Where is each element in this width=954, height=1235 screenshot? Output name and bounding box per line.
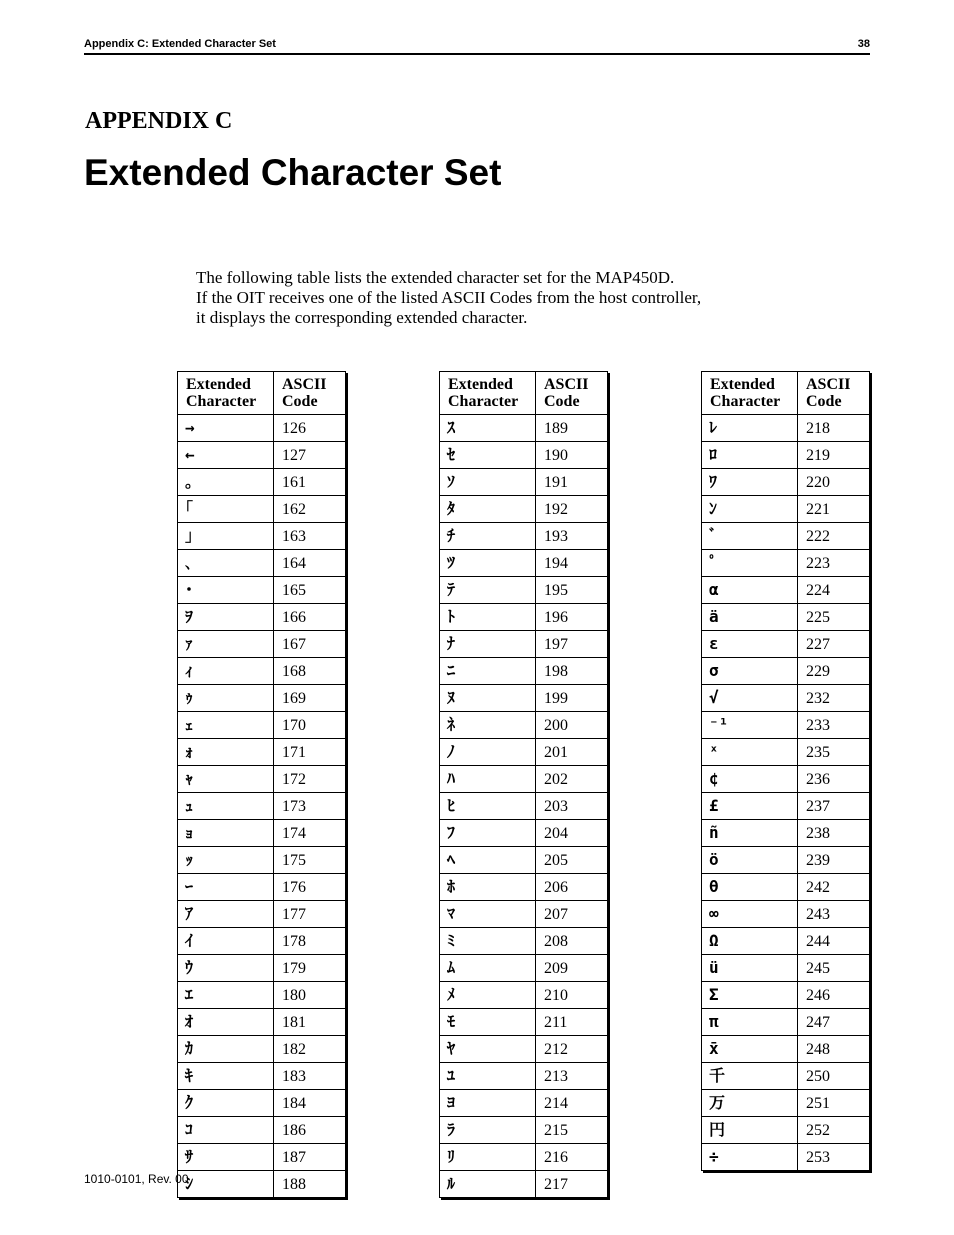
ascii-code-cell: 235: [798, 739, 870, 766]
extended-character-cell: ﾑ: [440, 955, 536, 982]
header-text: Character: [186, 393, 257, 410]
table-row: [440, 523, 608, 550]
ascii-code-cell: 161: [274, 469, 346, 496]
extended-character-cell: ﾕ: [440, 1063, 536, 1090]
ascii-code-cell: 229: [798, 658, 870, 685]
ascii-code-cell: 238: [798, 820, 870, 847]
extended-character-cell: ﾌ: [440, 820, 536, 847]
ascii-code-cell: 127: [274, 442, 346, 469]
ascii-code-cell: 216: [536, 1144, 608, 1171]
extended-character-cell: ｮ: [178, 820, 274, 847]
extended-character-cell: ｷ: [178, 1063, 274, 1090]
extended-character-cell: ö: [702, 847, 798, 874]
extended-character-cell: ﾄ: [440, 604, 536, 631]
table-row: [702, 955, 870, 982]
table-row: [440, 604, 608, 631]
table-row: [178, 685, 346, 712]
table-row: [178, 712, 346, 739]
extended-character-cell: ¢: [702, 766, 798, 793]
table-row: [702, 1036, 870, 1063]
table-row: [702, 442, 870, 469]
table-row: [702, 820, 870, 847]
table-row: [178, 982, 346, 1009]
table-row: [440, 1144, 608, 1171]
ascii-code-cell: 239: [798, 847, 870, 874]
ascii-code-cell: 243: [798, 901, 870, 928]
extended-character-cell: α: [702, 577, 798, 604]
extended-character-cell: Ω: [702, 928, 798, 955]
extended-character-cell: ｺ: [178, 1117, 274, 1144]
table-row: [440, 577, 608, 604]
footer-doc-number: 1010-0101, Rev. 00: [84, 1172, 189, 1186]
extended-character-cell: ﾜ: [702, 469, 798, 496]
ascii-code-cell: 190: [536, 442, 608, 469]
ascii-code-cell: 215: [536, 1117, 608, 1144]
table-row: [178, 469, 346, 496]
ascii-code-cell: 237: [798, 793, 870, 820]
extended-character-cell: ﾂ: [440, 550, 536, 577]
ascii-code-cell: 250: [798, 1063, 870, 1090]
ascii-code-cell: 196: [536, 604, 608, 631]
extended-character-cell: ﾍ: [440, 847, 536, 874]
table-row: [440, 847, 608, 874]
table-row: [178, 1171, 346, 1198]
extended-character-cell: ←: [178, 442, 274, 469]
character-table: [177, 371, 346, 1198]
header-text: Extended: [186, 376, 251, 393]
ascii-code-cell: 176: [274, 874, 346, 901]
table-row: [178, 1009, 346, 1036]
ascii-code-cell: 242: [798, 874, 870, 901]
ascii-code-cell: 219: [798, 442, 870, 469]
extended-character-cell: 円: [702, 1117, 798, 1144]
extended-character-cell: ﾊ: [440, 766, 536, 793]
ascii-code-cell: 165: [274, 577, 346, 604]
ascii-code-cell: 182: [274, 1036, 346, 1063]
ascii-code-cell: 210: [536, 982, 608, 1009]
ascii-code-cell: 188: [274, 1171, 346, 1198]
ascii-code-cell: 209: [536, 955, 608, 982]
ascii-code-cell: 236: [798, 766, 870, 793]
table-row: [440, 982, 608, 1009]
page-title: Extended Character Set: [84, 152, 502, 193]
appendix-label: APPENDIX C: [85, 108, 233, 134]
extended-character-cell: ﾟ: [702, 550, 798, 577]
extended-character-cell: ﾛ: [702, 442, 798, 469]
ascii-code-cell: 208: [536, 928, 608, 955]
ascii-code-cell: 204: [536, 820, 608, 847]
table-row: [178, 1144, 346, 1171]
ascii-code-cell: 253: [798, 1144, 870, 1171]
intro-paragraph: [196, 268, 701, 328]
ascii-code-cell: 252: [798, 1117, 870, 1144]
extended-character-cell: ﾙ: [440, 1171, 536, 1198]
table-row: [440, 1036, 608, 1063]
ascii-code-cell: 205: [536, 847, 608, 874]
extended-character-cell: ﾋ: [440, 793, 536, 820]
table-row: [440, 793, 608, 820]
header-text: Code: [282, 393, 318, 410]
extended-character-cell: ｰ: [178, 874, 274, 901]
extended-character-cell: ｽ: [440, 415, 536, 442]
table-row: [702, 874, 870, 901]
ascii-code-cell: 181: [274, 1009, 346, 1036]
header-text: Character: [710, 393, 781, 410]
ascii-code-cell: 202: [536, 766, 608, 793]
table-row: [702, 1063, 870, 1090]
table-row: [178, 577, 346, 604]
character-table: [701, 371, 870, 1171]
extended-character-cell: ñ: [702, 820, 798, 847]
extended-character-cell: ﾎ: [440, 874, 536, 901]
ascii-code-cell: 199: [536, 685, 608, 712]
header-text: Extended: [448, 376, 513, 393]
ascii-code-cell: 167: [274, 631, 346, 658]
ascii-code-cell: 186: [274, 1117, 346, 1144]
table-row: [178, 523, 346, 550]
extended-character-cell: ｦ: [178, 604, 274, 631]
extended-character-cell: π: [702, 1009, 798, 1036]
ascii-code-cell: 206: [536, 874, 608, 901]
extended-character-cell: ﾚ: [702, 415, 798, 442]
ascii-code-cell: 233: [798, 712, 870, 739]
extended-character-cell: ﾗ: [440, 1117, 536, 1144]
extended-character-cell: 千: [702, 1063, 798, 1090]
table-row: [702, 982, 870, 1009]
header-text: Code: [544, 393, 580, 410]
table-row: [440, 415, 608, 442]
extended-character-cell: ･: [178, 577, 274, 604]
ascii-code-cell: 244: [798, 928, 870, 955]
table-row: [440, 496, 608, 523]
extended-character-cell: ｲ: [178, 928, 274, 955]
extended-character-cell: ˣ: [702, 739, 798, 766]
table-row: [178, 658, 346, 685]
extended-character-cell: ｾ: [440, 442, 536, 469]
header-text: Extended: [710, 376, 775, 393]
extended-character-cell: ﾅ: [440, 631, 536, 658]
ascii-code-cell: 245: [798, 955, 870, 982]
ascii-code-cell: 171: [274, 739, 346, 766]
extended-character-cell: ﾈ: [440, 712, 536, 739]
table-row: [702, 550, 870, 577]
table-row: [702, 1090, 870, 1117]
extended-character-cell: ｪ: [178, 712, 274, 739]
ascii-code-cell: 189: [536, 415, 608, 442]
table-row: [178, 631, 346, 658]
ascii-code-cell: 225: [798, 604, 870, 631]
ascii-code-cell: 201: [536, 739, 608, 766]
ascii-code-cell: 211: [536, 1009, 608, 1036]
table-row: [702, 685, 870, 712]
extended-character-cell: ｱ: [178, 901, 274, 928]
extended-character-cell: ｸ: [178, 1090, 274, 1117]
ascii-code-cell: 227: [798, 631, 870, 658]
extended-character-cell: ⁻¹: [702, 712, 798, 739]
table-row: [702, 415, 870, 442]
extended-character-cell: ｶ: [178, 1036, 274, 1063]
ascii-code-cell: 179: [274, 955, 346, 982]
ascii-code-cell: 168: [274, 658, 346, 685]
ascii-code-cell: 222: [798, 523, 870, 550]
header-text: ASCII: [282, 376, 327, 393]
extended-character-cell: ｴ: [178, 982, 274, 1009]
table-row: [440, 1063, 608, 1090]
table-row: [702, 1009, 870, 1036]
extended-character-cell: ﾏ: [440, 901, 536, 928]
table-row: [178, 442, 346, 469]
extended-character-cell: ｿ: [440, 469, 536, 496]
ascii-code-cell: 203: [536, 793, 608, 820]
extended-character-cell: ﾐ: [440, 928, 536, 955]
ascii-code-cell: 180: [274, 982, 346, 1009]
header-text: Character: [448, 393, 519, 410]
extended-character-cell: ｧ: [178, 631, 274, 658]
ascii-code-cell: 177: [274, 901, 346, 928]
table-row: [702, 766, 870, 793]
table-row: [702, 847, 870, 874]
table-row: [440, 550, 608, 577]
extended-character-cell: ｭ: [178, 793, 274, 820]
table-row: [178, 793, 346, 820]
ascii-code-cell: 220: [798, 469, 870, 496]
extended-character-cell: ﾔ: [440, 1036, 536, 1063]
extended-character-cell: ｳ: [178, 955, 274, 982]
table-row: [178, 1063, 346, 1090]
extended-character-cell: ｯ: [178, 847, 274, 874]
extended-character-cell: ä: [702, 604, 798, 631]
extended-character-cell: 万: [702, 1090, 798, 1117]
column-header-extended-character: [178, 372, 274, 415]
extended-character-cell: ﾇ: [440, 685, 536, 712]
ascii-code-cell: 194: [536, 550, 608, 577]
table-row: [702, 712, 870, 739]
extended-character-cell: ∞: [702, 901, 798, 928]
ascii-code-cell: 221: [798, 496, 870, 523]
table-row: [440, 1009, 608, 1036]
table-row: [702, 523, 870, 550]
ascii-code-cell: 207: [536, 901, 608, 928]
ascii-code-cell: 169: [274, 685, 346, 712]
table-row: [702, 658, 870, 685]
extended-character-cell: →: [178, 415, 274, 442]
table-row: [178, 496, 346, 523]
extended-character-cell: ﾁ: [440, 523, 536, 550]
extended-character-cell: ﾝ: [702, 496, 798, 523]
column-header-extended-character: [702, 372, 798, 415]
table-row: [178, 1117, 346, 1144]
table-row: [440, 901, 608, 928]
extended-character-cell: £: [702, 793, 798, 820]
table-row: [178, 820, 346, 847]
table-row: [178, 415, 346, 442]
extended-character-cell: ｬ: [178, 766, 274, 793]
extended-character-cell: ｣: [178, 523, 274, 550]
table-row: [702, 1144, 870, 1171]
header-section-title: Appendix C: Extended Character Set: [84, 38, 276, 50]
character-table: [439, 371, 608, 1198]
ascii-code-cell: 197: [536, 631, 608, 658]
column-header-ascii-code: [536, 372, 608, 415]
table-row: [440, 658, 608, 685]
column-header-extended-character: [440, 372, 536, 415]
table-row: [440, 766, 608, 793]
extended-character-cell: ﾆ: [440, 658, 536, 685]
table-row: [178, 604, 346, 631]
ascii-code-cell: 170: [274, 712, 346, 739]
table-row: [702, 793, 870, 820]
page-header: [84, 37, 870, 55]
table-row: [178, 847, 346, 874]
intro-line: it displays the corresponding extended character.: [196, 308, 528, 327]
table-row: [440, 1090, 608, 1117]
extended-character-cell: ü: [702, 955, 798, 982]
table-row: [178, 766, 346, 793]
ascii-code-cell: 251: [798, 1090, 870, 1117]
extended-character-cell: ﾓ: [440, 1009, 536, 1036]
extended-character-cell: ÷: [702, 1144, 798, 1171]
ascii-code-cell: 213: [536, 1063, 608, 1090]
ascii-code-cell: 195: [536, 577, 608, 604]
ascii-code-cell: 223: [798, 550, 870, 577]
table-header-row: [178, 372, 346, 415]
table-row: [440, 955, 608, 982]
table-row: [178, 550, 346, 577]
intro-line: If the OIT receives one of the listed ASCII Codes from the host controller,: [196, 288, 702, 307]
table-row: [702, 1117, 870, 1144]
table-row: [440, 1117, 608, 1144]
ascii-code-cell: 174: [274, 820, 346, 847]
ascii-code-cell: 246: [798, 982, 870, 1009]
ascii-code-cell: 247: [798, 1009, 870, 1036]
column-header-ascii-code: [274, 372, 346, 415]
extended-character-cell: ﾀ: [440, 496, 536, 523]
table-row: [702, 604, 870, 631]
table-row: [178, 1090, 346, 1117]
table-row: [440, 442, 608, 469]
extended-character-cell: θ: [702, 874, 798, 901]
header-text: Code: [806, 393, 842, 410]
table-row: [178, 1036, 346, 1063]
extended-character-cell: σ: [702, 658, 798, 685]
ascii-code-cell: 200: [536, 712, 608, 739]
header-text: ASCII: [806, 376, 851, 393]
table-row: [440, 874, 608, 901]
table-row: [440, 469, 608, 496]
extended-character-cell: ﾞ: [702, 523, 798, 550]
extended-character-cell: ﾖ: [440, 1090, 536, 1117]
extended-character-cell: √: [702, 685, 798, 712]
extended-character-cell: ﾒ: [440, 982, 536, 1009]
table-row: [440, 1171, 608, 1198]
ascii-code-cell: 175: [274, 847, 346, 874]
ascii-code-cell: 232: [798, 685, 870, 712]
extended-character-cell: ｫ: [178, 739, 274, 766]
extended-character-cell: ｵ: [178, 1009, 274, 1036]
extended-character-cell: ｼ: [178, 1171, 274, 1198]
table-row: [440, 820, 608, 847]
table-row: [702, 496, 870, 523]
ascii-code-cell: 162: [274, 496, 346, 523]
table-row: [178, 739, 346, 766]
ascii-code-cell: 192: [536, 496, 608, 523]
table-row: [440, 739, 608, 766]
ascii-code-cell: 191: [536, 469, 608, 496]
ascii-code-cell: 187: [274, 1144, 346, 1171]
ascii-code-cell: 164: [274, 550, 346, 577]
table-row: [178, 901, 346, 928]
table-row: [702, 901, 870, 928]
extended-character-cell: ｢: [178, 496, 274, 523]
extended-character-cell: ｩ: [178, 685, 274, 712]
table-row: [178, 874, 346, 901]
table-row: [178, 928, 346, 955]
table-header-row: [702, 372, 870, 415]
table-row: [440, 928, 608, 955]
table-row: [440, 631, 608, 658]
table-row: [702, 928, 870, 955]
ascii-code-cell: 198: [536, 658, 608, 685]
table-row: [440, 685, 608, 712]
header-page-number: 38: [857, 38, 870, 50]
ascii-code-cell: 214: [536, 1090, 608, 1117]
ascii-code-cell: 173: [274, 793, 346, 820]
table-row: [702, 577, 870, 604]
column-header-ascii-code: [798, 372, 870, 415]
ascii-code-cell: 126: [274, 415, 346, 442]
extended-character-cell: ﾃ: [440, 577, 536, 604]
ascii-code-cell: 163: [274, 523, 346, 550]
ascii-code-cell: 172: [274, 766, 346, 793]
ascii-code-cell: 184: [274, 1090, 346, 1117]
extended-character-cell: x̄: [702, 1036, 798, 1063]
table-row: [440, 712, 608, 739]
table-row: [702, 739, 870, 766]
ascii-code-cell: 224: [798, 577, 870, 604]
ascii-code-cell: 218: [798, 415, 870, 442]
ascii-code-cell: 212: [536, 1036, 608, 1063]
extended-character-cell: ｡: [178, 469, 274, 496]
extended-character-cell: ﾘ: [440, 1144, 536, 1171]
header-text: ASCII: [544, 376, 589, 393]
extended-character-cell: ｨ: [178, 658, 274, 685]
table-row: [178, 955, 346, 982]
extended-character-cell: ε: [702, 631, 798, 658]
ascii-code-cell: 183: [274, 1063, 346, 1090]
extended-character-cell: Σ: [702, 982, 798, 1009]
ascii-code-cell: 248: [798, 1036, 870, 1063]
extended-character-cell: ｻ: [178, 1144, 274, 1171]
ascii-code-cell: 217: [536, 1171, 608, 1198]
table-row: [702, 631, 870, 658]
extended-character-cell: ､: [178, 550, 274, 577]
table-header-row: [440, 372, 608, 415]
table-row: [702, 469, 870, 496]
ascii-code-cell: 193: [536, 523, 608, 550]
ascii-code-cell: 166: [274, 604, 346, 631]
extended-character-cell: ﾉ: [440, 739, 536, 766]
ascii-code-cell: 178: [274, 928, 346, 955]
intro-line: The following table lists the extended character set for the MAP450D.: [196, 268, 675, 287]
